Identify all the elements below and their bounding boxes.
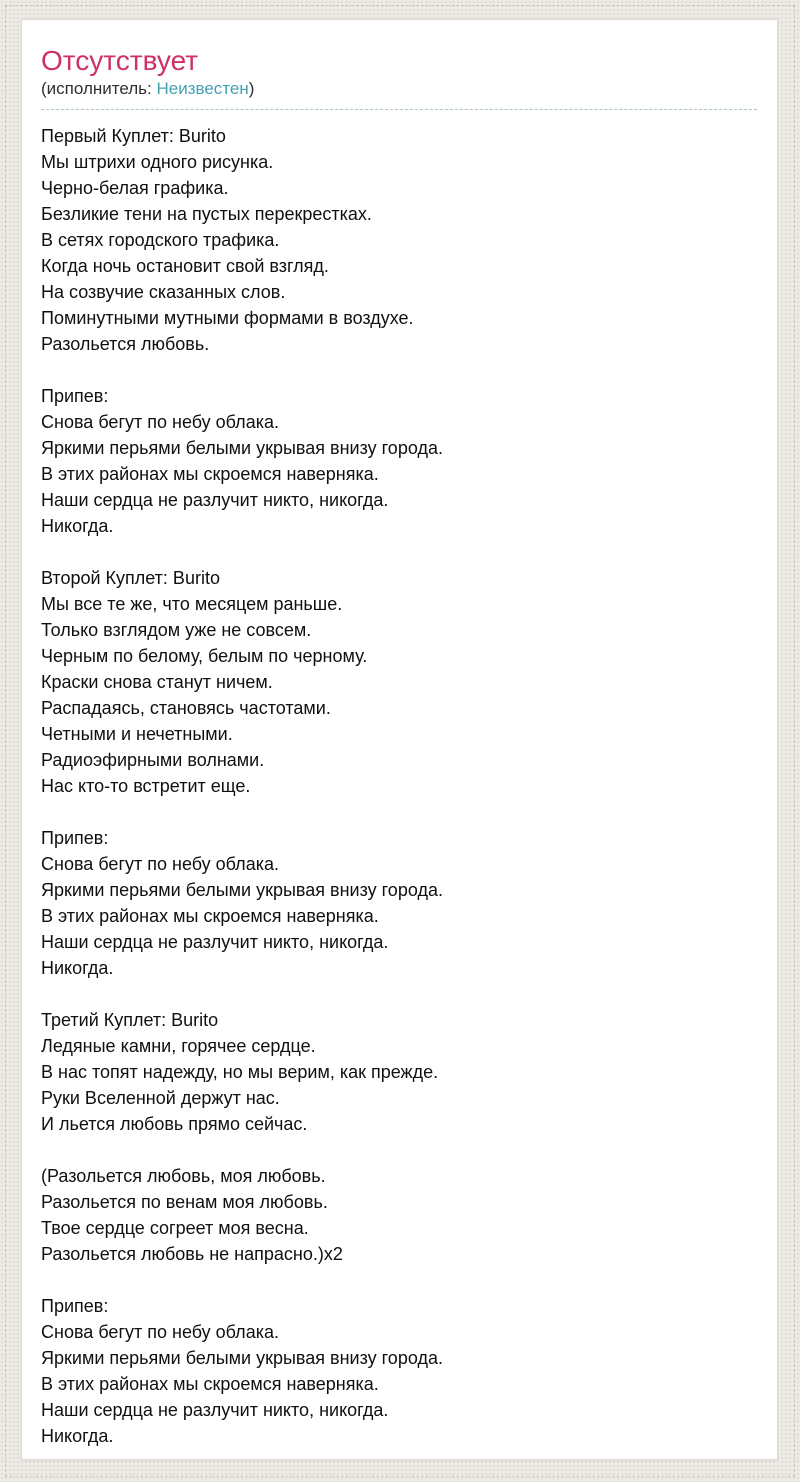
lyric-line: Припев: (41, 828, 109, 848)
lyric-line: В нас топят надежду, но мы верим, как прежде. (41, 1062, 439, 1082)
lyric-line: Четными и нечетными. (41, 724, 233, 744)
artist-link[interactable]: Неизвестен (156, 79, 249, 98)
lyric-line: Разольется по венам моя любовь. (41, 1192, 328, 1212)
lyric-line: Поминутными мутными формами в воздухе. (41, 308, 414, 328)
lyric-line: Снова бегут по небу облака. (41, 1322, 279, 1342)
lyric-line: Второй Куплет: Burito (41, 568, 220, 588)
lyric-line: На созвучие сказанных слов. (41, 282, 286, 302)
lyric-line: Мы штрихи одного рисунка. (41, 152, 274, 172)
stanza (41, 565, 757, 799)
stanza (41, 123, 757, 357)
lyric-line: Ледяные камни, горячее сердце. (41, 1036, 316, 1056)
lyric-line: Когда ночь остановит свой взгляд. (41, 256, 329, 276)
stanza (41, 825, 757, 981)
lyric-line: Нас кто-то встретит еще. (41, 776, 251, 796)
lyric-line: Мы все те же, что месяцем раньше. (41, 594, 343, 614)
lyric-line: Снова бегут по небу облака. (41, 854, 279, 874)
lyric-line: Наши сердца не разлучит никто, никогда. (41, 490, 389, 510)
lyric-line: Никогда. (41, 1426, 114, 1446)
lyric-line: В сетях городского трафика. (41, 230, 280, 250)
stanza (41, 1293, 757, 1449)
lyric-line: И льется любовь прямо сейчас. (41, 1114, 308, 1134)
lyric-line: Наши сердца не разлучит никто, никогда. (41, 1400, 389, 1420)
lyric-line: Разольется любовь не напрасно.)x2 (41, 1244, 343, 1264)
lyric-line: Припев: (41, 1296, 109, 1316)
lyric-line: Безликие тени на пустых перекрестках. (41, 204, 372, 224)
lyric-line: Черным по белому, белым по черному. (41, 646, 368, 666)
artist-label: (исполнитель: (41, 79, 157, 98)
lyric-line: Краски снова станут ничем. (41, 672, 273, 692)
lyric-line: Радиоэфирными волнами. (41, 750, 265, 770)
lyric-line: Твое сердце согреет моя весна. (41, 1218, 309, 1238)
lyric-line: Никогда. (41, 516, 114, 536)
song-header (41, 47, 757, 110)
lyric-line: Припев: (41, 386, 109, 406)
lyric-line: Яркими перьями белыми укрывая внизу города. (41, 1348, 443, 1368)
stanza (41, 383, 757, 539)
lyric-line: Третий Куплет: Burito (41, 1010, 219, 1030)
lyric-line: Руки Вселенной держут нас. (41, 1088, 280, 1108)
lyric-line: Снова бегут по небу облака. (41, 412, 279, 432)
lyric-line: В этих районах мы скроемся наверняка. (41, 906, 379, 926)
artist-label-close: ) (248, 79, 255, 98)
stanza (41, 1163, 757, 1267)
lyric-line: Разольется любовь. (41, 334, 210, 354)
lyric-line: Только взглядом уже не совсем. (41, 620, 312, 640)
lyric-line: Яркими перьями белыми укрывая внизу города. (41, 438, 443, 458)
lyric-line: (Разольется любовь, моя любовь. (41, 1166, 326, 1186)
lyric-line: Никогда. (41, 958, 114, 978)
lyric-line: Распадаясь, становясь частотами. (41, 698, 331, 718)
lyrics-card (21, 19, 778, 1460)
lyric-line: В этих районах мы скроемся наверняка. (41, 1374, 379, 1394)
lyric-line: Яркими перьями белыми укрывая внизу города. (41, 880, 443, 900)
artist-line (41, 79, 757, 98)
lyric-line: Наши сердца не разлучит никто, никогда. (41, 932, 389, 952)
lyric-line: В этих районах мы скроемся наверняка. (41, 464, 379, 484)
stanza (41, 1007, 757, 1137)
lyric-line: Первый Куплет: Burito (41, 126, 226, 146)
lyrics-text (41, 123, 757, 1449)
page-title: Отсутствует (41, 45, 199, 76)
lyric-line: Черно-белая графика. (41, 178, 229, 198)
